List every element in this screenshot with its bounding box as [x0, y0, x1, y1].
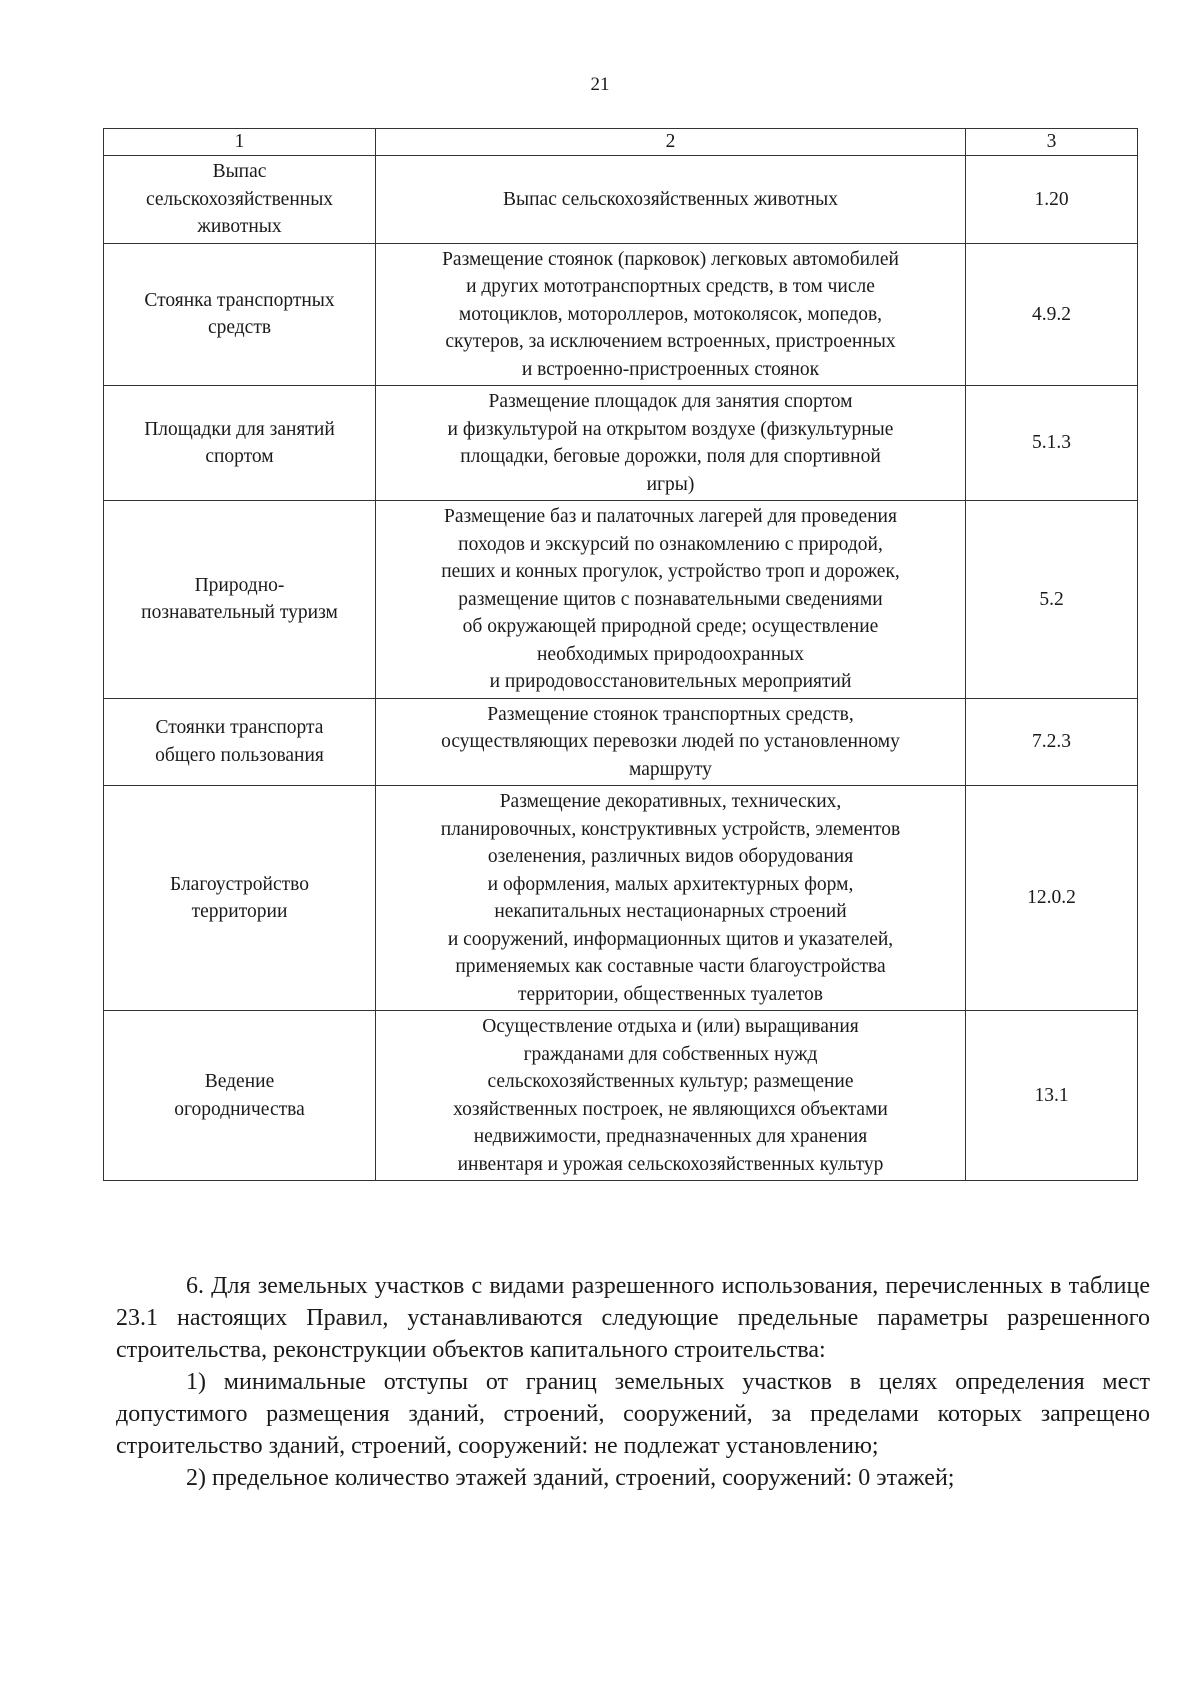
cell-use-code: 13.1 [966, 1011, 1138, 1181]
cell-line: Размещение декоративных, технических, [499, 791, 842, 812]
cell-use-name [104, 786, 376, 1011]
table-row [104, 386, 1138, 501]
cell-line: территории [191, 901, 288, 922]
cell-line: сельскохозяйственных [145, 188, 334, 210]
cell-use-name [104, 501, 376, 699]
cell-line: применяемых как составные части благоустройства [455, 956, 886, 977]
cell-line: Размещение площадок для занятия спортом [488, 391, 853, 412]
cell-line: Стоянки транспорта [155, 717, 324, 739]
cell-line: и встроенно-пристроенных стоянок [521, 358, 820, 380]
cell-line: планировочных, конструктивных устройств, элементов [440, 818, 901, 840]
cell-use-description [376, 386, 966, 501]
cell-use-name [104, 386, 376, 501]
cell-line: сельскохозяйственных культур; размещение [487, 1071, 854, 1092]
land-use-table [103, 128, 1138, 1181]
list-item-1: 1) минимальные отступы от границ земельных участков в целях определения мест допустимого размещения зданий, строений, сооружений, за пределами которых запрещено строительство зданий, строений, сооружений: не подлежат установлению; [116, 1369, 1150, 1459]
cell-use-code: 7.2.3 [966, 698, 1138, 786]
cell-use-code: 1.20 [966, 156, 1138, 244]
header-col-3: 3 [966, 129, 1138, 156]
cell-line: Природно- [194, 574, 285, 596]
body-text [116, 1270, 1150, 1494]
table-row [104, 786, 1138, 1011]
cell-use-description [376, 698, 966, 786]
cell-line: маршруту [629, 758, 712, 780]
cell-use-code: 5.1.3 [966, 386, 1138, 501]
cell-line: инвентаря и урожая сельскохозяйственных культур [457, 1153, 884, 1175]
cell-line: походов и экскурсий по ознакомлению с природой, [458, 533, 883, 555]
cell-use-name [104, 156, 376, 244]
cell-use-name [104, 698, 376, 786]
cell-use-description [376, 786, 966, 1011]
cell-line: и природовосстановительных мероприятий [489, 671, 852, 692]
table-header-row [104, 129, 1138, 156]
cell-line: и других мототранспортных средств, в том числе [466, 276, 875, 297]
cell-use-description [376, 501, 966, 699]
cell-line: общего пользования [155, 744, 324, 766]
cell-line: осуществляющих перевозки людей по установленному [441, 731, 900, 752]
cell-line: недвижимости, предназначенных для хранения [473, 1126, 868, 1147]
cell-line: Выпас сельскохозяйственных животных [503, 188, 838, 210]
page-number: 21 [590, 74, 610, 95]
cell-line: необходимых природоохранных [536, 643, 804, 665]
cell-use-description [376, 1011, 966, 1181]
cell-line: размещение щитов с познавательными сведениями [458, 588, 883, 610]
cell-line: Выпас [212, 161, 267, 182]
cell-use-code: 12.0.2 [966, 786, 1138, 1011]
cell-use-code: 4.9.2 [966, 243, 1138, 386]
cell-line: некапитальных нестационарных строений [494, 901, 847, 922]
cell-line: животных [197, 216, 282, 237]
cell-line: Размещение стоянок (парковок) легковых автомобилей [442, 248, 899, 270]
cell-line: гражданами для собственных нужд [523, 1043, 818, 1065]
cell-line: и сооружений, информационных щитов и указателей, [447, 928, 894, 950]
cell-line: об окружающей природной среде; осуществление [462, 616, 879, 637]
table-row [104, 243, 1138, 386]
cell-line: и оформления, малых архитектурных форм, [487, 873, 854, 895]
cell-line: Размещение баз и палаточных лагерей для проведения [444, 506, 897, 527]
cell-line: Ведение [204, 1071, 275, 1092]
cell-line: средств [207, 317, 272, 339]
cell-line: игры) [646, 473, 695, 495]
cell-line: скутеров, за исключением встроенных, пристроенных [445, 331, 896, 352]
cell-use-name [104, 1011, 376, 1181]
paragraph-6: 6. Для земельных участков с видами разрешенного использования, перечисленных в таблице 23.1 настоящих Правил, устанавливаются следующие предельные параметры разрешенного строительства, реконструкции объектов капитального строительства: [116, 1273, 1150, 1363]
cell-line: Площадки для занятий [144, 418, 335, 440]
cell-use-name [104, 243, 376, 386]
header-col-1: 1 [104, 129, 376, 156]
cell-line: Стоянка транспортных [144, 289, 335, 311]
cell-line: озеленения, различных видов оборудования [487, 846, 854, 867]
table-row [104, 698, 1138, 786]
cell-use-code: 5.2 [966, 501, 1138, 699]
cell-line: хозяйственных построек, не являющихся объектами [453, 1098, 888, 1120]
cell-line: площадки, беговые дорожки, поля для спортивной [460, 446, 881, 467]
cell-use-description [376, 243, 966, 386]
cell-line: и физкультурой на открытом воздухе (физкультурные [447, 418, 894, 440]
table-row [104, 501, 1138, 699]
cell-line: территории, общественных туалетов [517, 983, 824, 1005]
cell-line: пеших и конных прогулок, устройство троп и дорожек, [441, 561, 900, 582]
header-col-2: 2 [376, 129, 966, 156]
table-row [104, 1011, 1138, 1181]
cell-line: Размещение стоянок транспортных средств, [487, 703, 854, 725]
table-row [104, 156, 1138, 244]
cell-line: мотоциклов, мотороллеров, мотоколясок, мопедов, [458, 303, 883, 325]
cell-line: познавательный туризм [141, 602, 338, 624]
list-item-2: 2) предельное количество этажей зданий, строений, сооружений: 0 этажей; [186, 1465, 955, 1491]
cell-line: Благоустройство [170, 873, 309, 895]
cell-line: Осуществление отдыха и (или) выращивания [482, 1016, 859, 1037]
cell-use-description [376, 156, 966, 244]
cell-line: спортом [205, 446, 274, 467]
cell-line: огородничества [174, 1098, 305, 1120]
